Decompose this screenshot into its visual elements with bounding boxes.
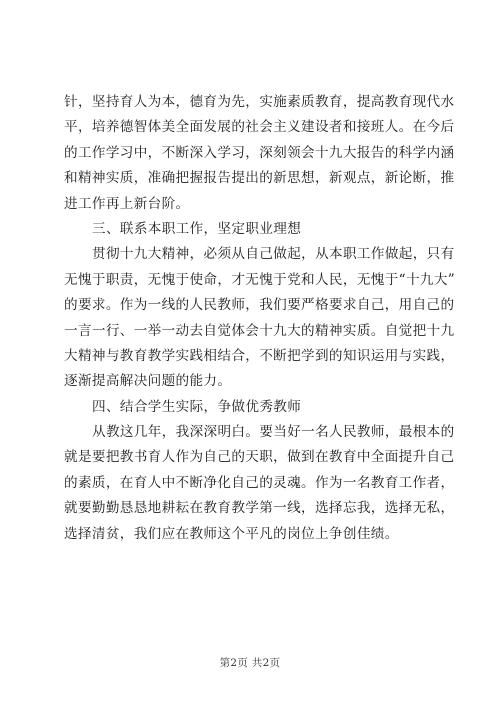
text-line: 选择清贫，我们应在教师这个平凡的岗位上争创佳绩。 [64,525,399,542]
text-line: 就是要把教书育人作为自己的天职，做到在教育中全面提升自己 [64,449,455,466]
text-line: 无愧于职责，无愧于使命，才无愧于党和人民，无愧于“十九大” [64,271,456,288]
text-line: 一言一行、一举一动去自觉体会十九大的精神实质。自觉把十九 [64,322,455,339]
text-line: 就要勤勤恳恳地耕耘在教育教学第一线，选择忘我，选择无私， [64,500,455,517]
text-line: 的工作学习中，不断深入学习，深刻领会十九大报告的科学内涵 [64,144,455,161]
page-footer: 第2页 共2页 [219,657,281,669]
text-line: 三、联系本职工作，坚定职业理想 [92,220,302,237]
text-line: 逐渐提高解决问题的能力。 [64,373,232,390]
text-line: 和精神实质，准确把握报告提出的新思想，新观点，新论断，推 [64,170,455,187]
text-line: 进工作再上新台阶。 [64,195,190,212]
text-line: 的素质，在育人中不断净化自己的灵魂。作为一名教育工作者， [64,474,455,491]
text-line: 平，培养德智体美全面发展的社会主义建设者和接班人。在今后 [64,119,455,136]
text-line: 大精神与教育教学实践相结合，不断把学到的知识运用与实践， [64,347,455,364]
document-body [64,90,456,547]
text-line: 从教这几年，我深深明白。要当好一名人民教师，最根本的 [92,424,455,441]
text-line: 贯彻十九大精神，必须从自己做起，从本职工作做起，只有 [92,246,455,263]
text-line: 的要求。作为一线的人民教师，我们要严格要求自己，用自己的 [64,297,455,314]
text-line: 针，坚持育人为本，德育为先，实施素质教育，提高教育现代水 [64,94,455,110]
text-line: 四、结合学生实际，争做优秀教师 [92,398,302,415]
